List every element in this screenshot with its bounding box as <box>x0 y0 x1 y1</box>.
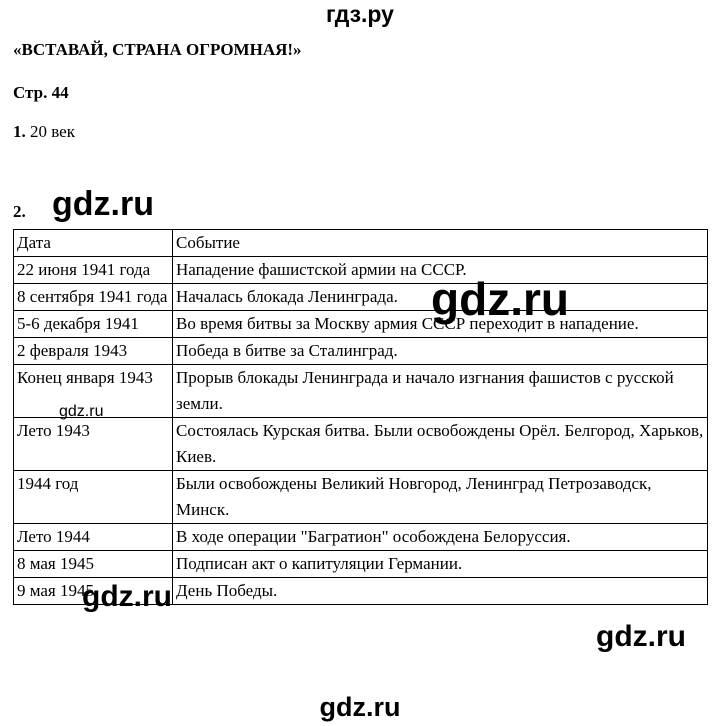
watermark: gdz.ru <box>431 273 569 325</box>
watermark: gdz.ru <box>59 403 104 420</box>
row-date: Лето 1944 <box>14 524 173 551</box>
answer-1 <box>13 122 75 142</box>
row-date: 9 мая 1945 <box>14 578 173 605</box>
row-date: 2 февраля 1943 <box>14 338 173 365</box>
footer-watermark: gdz.ru <box>319 692 401 722</box>
row-event: Нападение фашистской армии на СССР. <box>173 257 708 284</box>
row-date: 1944 год <box>14 471 173 524</box>
row-event: Во время битвы за Москву армия СССР переходит в нападение. <box>173 311 708 338</box>
watermark: gdz.ru <box>52 185 154 223</box>
table-row <box>14 338 708 365</box>
row-date: 5-6 декабря 1941 <box>14 311 173 338</box>
table-header-row <box>14 230 708 257</box>
row-event: Состоялась Курская битва. Были освобождены Орёл. Белгород, Харьков, Киев. <box>173 418 708 471</box>
table-row <box>14 418 708 471</box>
table-row <box>14 365 708 418</box>
table-row <box>14 311 708 338</box>
table-row <box>14 471 708 524</box>
page-reference: Стр. 44 <box>13 83 69 102</box>
row-event: Прорыв блокады Ленинграда и начало изгнания фашистов с русской земли. <box>173 365 708 418</box>
row-date: 8 сентября 1941 года <box>14 284 173 311</box>
answer-2-number: 2. <box>13 202 26 221</box>
header-event: Событие <box>173 230 708 257</box>
row-date: 8 мая 1945 <box>14 551 173 578</box>
table-row <box>14 524 708 551</box>
document-title: «ВСТАВАЙ, СТРАНА ОГРОМНАЯ!» <box>13 40 302 59</box>
table-row <box>14 284 708 311</box>
events-table <box>13 229 708 605</box>
watermark: gdz.ru <box>596 620 686 653</box>
row-event: В ходе операции "Багратион" особождена Белоруссия. <box>173 524 708 551</box>
table-row <box>14 257 708 284</box>
site-header: гдз.ру <box>326 1 394 27</box>
row-event: Подписан акт о капитуляции Германии. <box>173 551 708 578</box>
answer-1-text: 20 век <box>25 122 75 141</box>
row-event: Были освобождены Великий Новгород, Ленинград Петрозаводск, Минск. <box>173 471 708 524</box>
answer-1-number: 1. <box>13 122 26 141</box>
row-event: Началась блокада Ленинграда. <box>173 284 708 311</box>
row-date: 22 июня 1941 года <box>14 257 173 284</box>
row-event: Победа в битве за Сталинград. <box>173 338 708 365</box>
header-date: Дата <box>14 230 173 257</box>
row-event: День Победы. <box>173 578 708 605</box>
row-date: Конец января 1943 <box>14 365 173 418</box>
table-row <box>14 551 708 578</box>
watermark: gdz.ru <box>82 580 172 613</box>
row-date: Лето 1943 <box>14 418 173 471</box>
